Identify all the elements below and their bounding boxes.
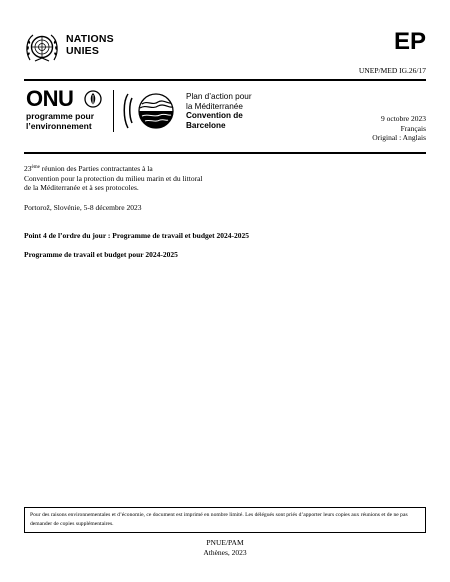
footer	[0, 538, 450, 557]
document-subject: Programme de travail et budget pour 2024-2025	[24, 250, 178, 259]
meeting-ordinal-suffix: ème	[31, 165, 40, 170]
environment-notice: Pour des raisons environnementales et d’économie, ce document est imprimé en nombre limité. Les délégués sont priés d’apporter leurs copies aux réunions et de ne pas demander de copies supplémentaires.	[24, 507, 426, 533]
footer-line-1: PNUE/PAM	[206, 538, 244, 547]
header-rule	[24, 79, 426, 81]
un-emblem-icon	[24, 30, 60, 66]
unep-logo	[26, 88, 106, 131]
document-language: Français	[400, 123, 426, 133]
meeting-place: Portorož, Slovénie, 5-8 décembre 2023	[24, 203, 142, 212]
unep-subtitle	[26, 112, 106, 131]
meeting-line-2: Convention pour la protection du milieu marin et du littoral	[24, 173, 203, 183]
plan-line-3: Convention de	[186, 111, 243, 120]
unep-subtitle-line-2: l’environnement	[26, 120, 92, 131]
meeting-ordinal: 23	[24, 164, 32, 173]
plan-line-4: Barcelone	[186, 120, 226, 130]
meeting-line-1-text: réunion des Parties contractantes à la	[39, 164, 153, 173]
plan-line-1: Plan d’action pour	[186, 92, 252, 101]
meeting-line-1	[24, 164, 284, 174]
document-symbol: UNEP/MED IG.26/17	[358, 66, 426, 75]
unep-icon	[84, 90, 102, 108]
document-date: 9 octobre 2023	[381, 114, 426, 123]
meeting-line-3: de la Méditerranée et à ses protocoles.	[24, 183, 139, 192]
agenda-item: Point 4 de l’ordre du jour : Programme de travail et budget 2024-2025	[24, 231, 249, 240]
footer-line-2: Athènes, 2023	[203, 547, 247, 557]
document-original-language: Original : Anglais	[372, 133, 426, 142]
logo-divider	[113, 90, 114, 132]
series-mark: EP	[393, 28, 426, 55]
meta-rule	[24, 152, 426, 154]
onu-wordmark: ONU	[26, 86, 74, 111]
unep-subtitle-line-1: programme pour	[26, 111, 95, 121]
un-org-name	[66, 33, 114, 57]
document-meta	[372, 114, 426, 143]
org-line-1: NATIONS	[66, 33, 114, 45]
org-line-2: UNIES	[66, 45, 100, 57]
map-barcelona-text	[186, 92, 252, 130]
barcelona-convention-icon	[120, 90, 180, 132]
meeting-title	[24, 164, 284, 193]
plan-line-2: la Méditerranée	[186, 101, 243, 111]
